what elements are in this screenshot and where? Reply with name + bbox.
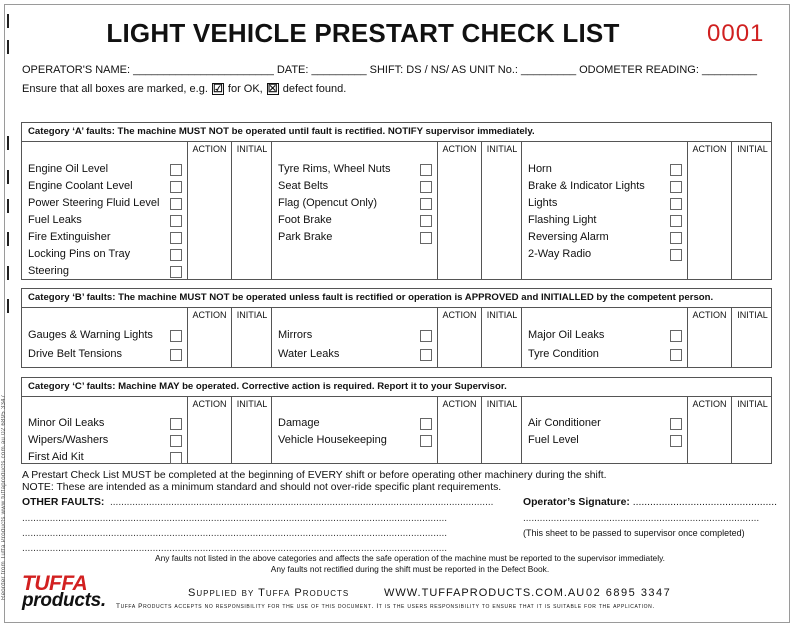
ok-mark-icon: ☑ <box>212 83 223 95</box>
category-header: Category ‘B’ faults: The machine MUST NOT be operated unless fault is rectified or operation is APPROVED and INITIALLED by the competent person. <box>22 289 771 308</box>
check-item-checkbox[interactable] <box>420 418 432 430</box>
check-item-label: Locking Pins on Tray <box>28 248 131 260</box>
check-item-label: Flag (Opencut Only) <box>278 197 378 209</box>
action-column[interactable] <box>437 308 481 367</box>
check-item-checkbox[interactable] <box>420 164 432 176</box>
category-a-section <box>21 122 772 280</box>
checklist-column <box>22 397 272 463</box>
check-item-label: Lights <box>528 197 558 209</box>
action-header: ACTION <box>192 399 227 409</box>
initial-column[interactable] <box>731 308 773 367</box>
check-item-checkbox[interactable] <box>170 215 182 227</box>
supplied-by: Supplied by Tuffa Products <box>188 587 350 599</box>
check-item-checkbox[interactable] <box>670 349 682 361</box>
defect-text: defect found. <box>282 83 347 95</box>
other-faults-line-4[interactable]: ......................................................................................................................................................... <box>22 543 448 554</box>
check-item-checkbox[interactable] <box>170 181 182 193</box>
check-item-checkbox[interactable] <box>670 330 682 342</box>
action-column[interactable] <box>437 397 481 463</box>
initial-header: INITIAL <box>486 144 518 154</box>
action-column[interactable] <box>187 397 231 463</box>
check-item-label: Minor Oil Leaks <box>28 417 105 429</box>
category-header: Category ‘C’ faults: Machine MAY be operated. Corrective action is required. Report it to your Supervisor. <box>22 378 771 397</box>
check-item-checkbox[interactable] <box>670 232 682 244</box>
form-title: LIGHT VEHICLE PRESTART CHECK LIST <box>106 18 620 48</box>
signature-line-2[interactable]: ..................................................................................... <box>523 513 760 524</box>
defect-mark-icon: ☒ <box>267 83 278 95</box>
check-item-checkbox[interactable] <box>420 232 432 244</box>
initial-header: INITIAL <box>486 399 518 409</box>
initial-column[interactable] <box>231 308 272 367</box>
check-item-label: Engine Coolant Level <box>28 180 133 192</box>
check-item-label: First Aid Kit <box>28 451 84 463</box>
checklist-column <box>522 397 773 463</box>
action-header: ACTION <box>192 144 227 154</box>
check-item-checkbox[interactable] <box>420 349 432 361</box>
check-item-checkbox[interactable] <box>670 249 682 261</box>
action-column[interactable] <box>437 142 481 279</box>
check-item-label: Reversing Alarm <box>528 231 609 243</box>
checklist-column <box>522 142 773 279</box>
action-column[interactable] <box>187 142 231 279</box>
check-item-checkbox[interactable] <box>170 418 182 430</box>
check-item-label: 2-Way Radio <box>528 248 592 260</box>
ok-text: for OK, <box>227 83 263 95</box>
check-item-label: Water Leaks <box>278 348 340 360</box>
check-item-checkbox[interactable] <box>170 249 182 261</box>
check-item-label: Mirrors <box>278 329 313 341</box>
other-faults-line-3[interactable]: ......................................................................................................................................................... <box>22 528 448 539</box>
signature-label: Operator’s Signature: <box>523 497 630 508</box>
check-item-checkbox[interactable] <box>420 215 432 227</box>
check-item-label: Steering <box>28 265 69 277</box>
check-item-label: Brake & Indicator Lights <box>528 180 645 192</box>
tuffa-logo <box>20 572 110 612</box>
initial-column[interactable] <box>731 397 773 463</box>
check-item-checkbox[interactable] <box>420 330 432 342</box>
initial-column[interactable] <box>231 142 272 279</box>
initial-column[interactable] <box>731 142 773 279</box>
checklist-column <box>522 308 773 367</box>
action-column[interactable] <box>687 142 731 279</box>
signature-field[interactable]: Operator’s Signature: .................................................. <box>523 497 778 508</box>
instruction-prefix: Ensure that all boxes are marked, e.g. <box>22 83 208 95</box>
check-item-label: Engine Oil Level <box>28 163 109 175</box>
check-item-checkbox[interactable] <box>170 198 182 210</box>
check-item-label: Major Oil Leaks <box>528 329 605 341</box>
check-item-label: Flashing Light <box>528 214 597 226</box>
check-item-label: Power Steering Fluid Level <box>28 197 160 209</box>
initial-header: INITIAL <box>236 310 268 320</box>
initial-header: INITIAL <box>737 399 768 409</box>
checklist-column <box>272 142 522 279</box>
check-item-checkbox[interactable] <box>420 181 432 193</box>
action-header: ACTION <box>442 399 477 409</box>
check-item-label: Fire Extinguisher <box>28 231 111 243</box>
unlisted-faults-note: Any faults not listed in the above categories and affects the safe operation of the machine must be reported to the supervisor immediately. <box>155 553 665 563</box>
action-header: ACTION <box>442 144 477 154</box>
check-item-label: Vehicle Housekeeping <box>278 434 387 446</box>
initial-column[interactable] <box>481 397 522 463</box>
initial-column[interactable] <box>481 142 522 279</box>
check-item-checkbox[interactable] <box>670 215 682 227</box>
supplier-phone: 02 6895 3347 <box>586 587 672 599</box>
check-item-label: Tyre Rims, Wheel Nuts <box>278 163 391 175</box>
category-header: Category ‘A’ faults: The machine MUST NOT be operated until fault is rectified. NOTIFY supervisor immediately. <box>22 123 771 142</box>
initial-header: INITIAL <box>737 144 768 154</box>
other-faults-line-1[interactable]: .......................................................................................................................................... <box>110 497 494 508</box>
action-header: ACTION <box>692 310 727 320</box>
check-item-label: Foot Brake <box>278 214 332 226</box>
checklist-column <box>272 397 522 463</box>
check-item-checkbox[interactable] <box>170 349 182 361</box>
check-item-checkbox[interactable] <box>170 330 182 342</box>
initial-column[interactable] <box>231 397 272 463</box>
logo-top-text: TUFFA <box>22 572 88 595</box>
check-item-label: Fuel Level <box>528 434 579 446</box>
disclaimer: Tuffa Products accepts no responsibility for the use of this document. It is the users responsibility to ensure that it is suitable for the application. <box>116 603 655 610</box>
action-column[interactable] <box>687 397 731 463</box>
initial-header: INITIAL <box>737 310 768 320</box>
check-item-label: Air Conditioner <box>528 417 601 429</box>
serial-number: 0001 <box>707 20 765 47</box>
checklist-column <box>22 308 272 367</box>
check-item-checkbox[interactable] <box>170 232 182 244</box>
side-reorder-code: Reorder from Tuffa Products www.tuffaproducts.com.au 02 6895 3347 <box>1 394 7 600</box>
action-header: ACTION <box>692 399 727 409</box>
other-faults-label: OTHER FAULTS: <box>22 497 105 508</box>
check-item-checkbox[interactable] <box>170 435 182 447</box>
initial-header: INITIAL <box>236 144 268 154</box>
check-item-label: Wipers/Washers <box>28 434 109 446</box>
operator-details-line[interactable]: OPERATOR'S NAME: _______________________ DATE: _________ SHIFT: DS / NS/ AS UNIT No.: _________ ODOMETER READING: _________ <box>22 64 758 76</box>
check-item-label: Horn <box>528 163 552 175</box>
completion-note: A Prestart Check List MUST be completed at the beginning of EVERY shift or before operating other machinery during the shift. <box>22 470 607 481</box>
category-c-section <box>21 377 772 464</box>
initial-column[interactable] <box>481 308 522 367</box>
action-header: ACTION <box>192 310 227 320</box>
pass-to-supervisor-note: (This sheet to be passed to supervisor once completed) <box>523 528 745 538</box>
check-item-checkbox[interactable] <box>420 198 432 210</box>
standard-note: NOTE: These are intended as a minimum standard and should not over-ride specific plant requirements. <box>22 482 502 493</box>
initial-header: INITIAL <box>486 310 518 320</box>
check-item-label: Seat Belts <box>278 180 329 192</box>
logo-bottom-text: products. <box>22 590 106 611</box>
check-item-checkbox[interactable] <box>670 418 682 430</box>
action-header: ACTION <box>692 144 727 154</box>
action-header: ACTION <box>442 310 477 320</box>
check-item-label: Fuel Leaks <box>28 214 82 226</box>
instruction-line <box>22 83 346 95</box>
action-column[interactable] <box>187 308 231 367</box>
check-item-checkbox[interactable] <box>170 164 182 176</box>
check-item-label: Park Brake <box>278 231 333 243</box>
check-item-label: Tyre Condition <box>528 348 599 360</box>
category-b-section <box>21 288 772 368</box>
check-item-label: Gauges & Warning Lights <box>28 329 153 341</box>
defect-book-note: Any faults not rectified during the shift must be reported in the Defect Book. <box>270 564 550 574</box>
checklist-column <box>272 308 522 367</box>
initial-header: INITIAL <box>236 399 268 409</box>
check-item-checkbox[interactable] <box>670 198 682 210</box>
check-item-checkbox[interactable] <box>670 164 682 176</box>
check-item-checkbox[interactable] <box>670 435 682 447</box>
action-column[interactable] <box>687 308 731 367</box>
check-item-label: Damage <box>278 417 320 429</box>
check-item-checkbox[interactable] <box>170 266 182 278</box>
check-item-checkbox[interactable] <box>670 181 682 193</box>
checklist-column <box>22 142 272 279</box>
other-faults-line-2[interactable]: ......................................................................................................................................................... <box>22 513 448 524</box>
check-item-checkbox[interactable] <box>170 452 182 464</box>
check-item-checkbox[interactable] <box>420 435 432 447</box>
supplier-website: WWW.TUFFAPRODUCTS.COM.AU <box>384 587 586 599</box>
check-item-label: Drive Belt Tensions <box>28 348 122 360</box>
